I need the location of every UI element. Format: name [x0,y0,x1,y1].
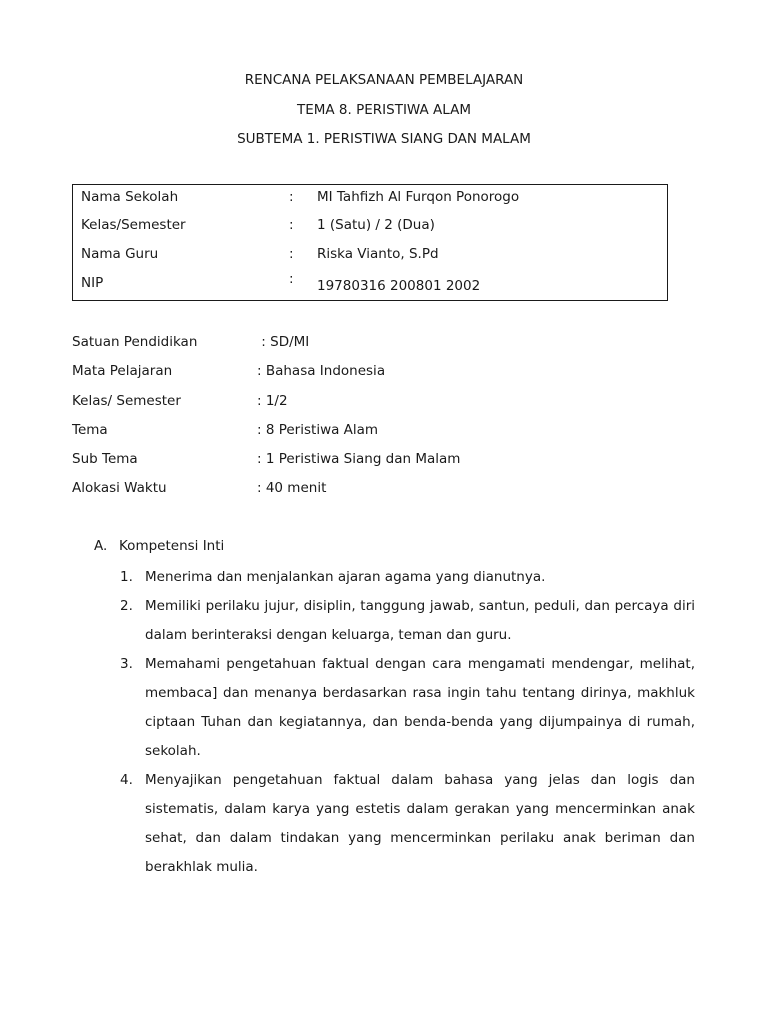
list-number: 3. [120,656,133,672]
section-title: Kompetensi Inti [119,538,225,554]
document-title: RENCANA PELAKSANAAN PEMBELAJARAN [244,72,524,88]
detail-label: Mata Pelajaran [72,363,173,380]
identity-row-teacher [73,243,667,265]
identity-row-class [73,214,667,236]
detail-label: Alokasi Waktu [72,480,167,497]
detail-label: Tema [72,421,108,438]
detail-row [72,447,692,476]
detail-value: : 40 menit [257,480,327,497]
detail-label: Satuan Pendidikan [72,334,198,350]
detail-value: : Bahasa Indonesia [257,363,386,380]
identity-colon: : [289,189,294,205]
identity-label: Nama Sekolah [81,189,179,205]
detail-value: : SD/MI [257,334,310,350]
list-text: Menerima dan menjalankan ajaran agama yang dianutnya. [145,569,546,585]
list-item [120,650,695,766]
identity-value: 19780316 200801 2002 [317,278,481,294]
document-titles [0,66,768,155]
identity-label: Kelas/Semester [81,217,186,233]
detail-value: : 1 Peristiwa Siang dan Malam [257,451,461,468]
identity-value: Riska Vianto, S.Pd [317,246,439,262]
detail-row [72,330,692,359]
list-text: Menyajikan pengetahuan faktual dalam bahasa yang jelas dan logis dan sistematis, dalam karya yang estetis dalam gerakan yang mencerminkan anak sehat, dan dalam tindakan yang mencerminkan perilaku anak beriman dan berakhlak mulia. [145,772,695,875]
identity-value: MI Tahfizh Al Furqon Ponorogo [317,189,520,205]
identity-row-nip [73,272,667,294]
detail-row [72,476,692,505]
core-competence-list [120,563,695,882]
detail-row [72,389,692,418]
list-text: Memahami pengetahuan faktual dengan cara mengamati mendengar, melihat, membaca] dan menanya berdasarkan rasa ingin tahu tentang dirinya, makhluk ciptaan Tuhan dan kegiatannya, dan benda-benda yang dijumpainya di rumah, sekolah. [145,656,695,759]
lesson-details [72,330,692,506]
identity-label: Nama Guru [81,246,159,262]
identity-colon: : [289,246,294,262]
identity-row-school [73,186,667,208]
list-number: 2. [120,598,133,614]
subtheme-title: SUBTEMA 1. PERISTIWA SIANG DAN MALAM [237,131,531,147]
identity-label: NIP [81,275,104,291]
list-number: 1. [120,569,133,585]
identity-colon: : [289,271,294,287]
detail-value: : 8 Peristiwa Alam [257,421,379,438]
identity-colon: : [289,217,294,233]
list-item [120,766,695,882]
section-letter: A. [94,538,108,554]
detail-value: : 1/2 [257,392,288,409]
list-number: 4. [120,772,133,788]
school-identity-box [72,184,668,301]
detail-row [72,418,692,447]
detail-label: Kelas/ Semester [72,392,181,409]
detail-row [72,359,692,388]
list-text: Memiliki perilaku jujur, disiplin, tanggung jawab, santun, peduli, dan percaya diri dalam berinteraksi dengan keluarga, teman dan guru. [145,598,695,643]
list-item [120,563,695,592]
list-item [120,592,695,650]
identity-value: 1 (Satu) / 2 (Dua) [317,217,435,233]
theme-title: TEMA 8. PERISTIWA ALAM [296,101,472,118]
detail-label: Sub Tema [72,451,138,468]
